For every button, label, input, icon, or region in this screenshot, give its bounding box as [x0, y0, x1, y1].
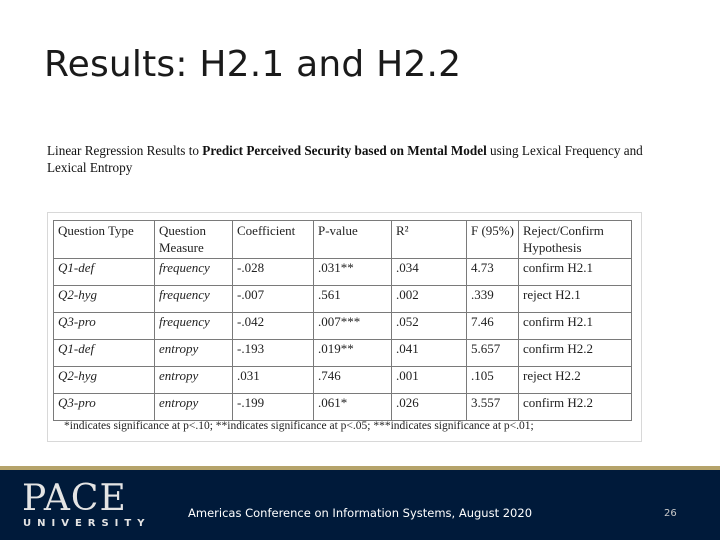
- slide-title: Results: H2.1 and H2.2: [44, 44, 462, 85]
- cell-r-squared: .052: [392, 313, 467, 340]
- cell-f: 3.557: [467, 394, 519, 421]
- conference-text: Americas Conference on Information Systems, August 2020: [188, 506, 533, 520]
- results-table-image: [47, 212, 642, 442]
- cell-question-measure: entropy: [155, 394, 233, 421]
- page-number: 26: [664, 508, 677, 519]
- header-f: F (95%): [467, 221, 519, 259]
- cell-f: .339: [467, 286, 519, 313]
- cell-f: 4.73: [467, 259, 519, 286]
- cell-question-measure: frequency: [155, 313, 233, 340]
- cell-hypothesis-result: confirm H2.1: [519, 259, 632, 286]
- cell-question-measure: frequency: [155, 286, 233, 313]
- cell-coefficient: .031: [233, 367, 314, 394]
- significance-note: *indicates significance at p<.10; **indicates significance at p<.05; ***indicates significance at p<.01;: [64, 420, 534, 432]
- cell-question-type: Q1-def: [54, 340, 155, 367]
- header-question-type: Question Type: [54, 221, 155, 259]
- cell-hypothesis-result: confirm H2.2: [519, 340, 632, 367]
- cell-hypothesis-result: reject H2.1: [519, 286, 632, 313]
- table-caption: [47, 142, 647, 176]
- cell-question-measure: entropy: [155, 340, 233, 367]
- cell-p-value: .019**: [314, 340, 392, 367]
- table-row: [54, 286, 632, 313]
- cell-hypothesis-result: confirm H2.1: [519, 313, 632, 340]
- table-row: [54, 340, 632, 367]
- table-row: [54, 394, 632, 421]
- table-row: [54, 259, 632, 286]
- pace-university-logo: [16, 480, 156, 532]
- cell-coefficient: -.028: [233, 259, 314, 286]
- cell-question-type: Q1-def: [54, 259, 155, 286]
- cell-hypothesis-result: reject H2.2: [519, 367, 632, 394]
- cell-question-type: Q3-pro: [54, 313, 155, 340]
- header-hypothesis: Reject/Confirm Hypothesis: [519, 221, 632, 259]
- cell-coefficient: -.193: [233, 340, 314, 367]
- header-question-measure: Question Measure: [155, 221, 233, 259]
- cell-question-measure: entropy: [155, 367, 233, 394]
- table-row: [54, 313, 632, 340]
- cell-question-type: Q2-hyg: [54, 367, 155, 394]
- cell-hypothesis-result: confirm H2.2: [519, 394, 632, 421]
- header-coefficient: Coefficient: [233, 221, 314, 259]
- logo-wordmark: PACE: [22, 478, 127, 519]
- cell-r-squared: .002: [392, 286, 467, 313]
- cell-f: 7.46: [467, 313, 519, 340]
- header-r-squared: R²: [392, 221, 467, 259]
- footer-bar: [0, 470, 720, 540]
- cell-r-squared: .026: [392, 394, 467, 421]
- cell-f: 5.657: [467, 340, 519, 367]
- logo-subtitle: UNIVERSITY: [23, 518, 151, 529]
- cell-f: .105: [467, 367, 519, 394]
- cell-coefficient: -.042: [233, 313, 314, 340]
- cell-coefficient: -.007: [233, 286, 314, 313]
- table-row: [54, 367, 632, 394]
- results-table: [53, 220, 632, 421]
- cell-question-type: Q3-pro: [54, 394, 155, 421]
- cell-p-value: .746: [314, 367, 392, 394]
- cell-question-measure: frequency: [155, 259, 233, 286]
- caption-suffix: using Lexical Frequency and Lexical Entropy: [47, 143, 643, 175]
- cell-p-value: .031**: [314, 259, 392, 286]
- cell-r-squared: .001: [392, 367, 467, 394]
- cell-r-squared: .034: [392, 259, 467, 286]
- cell-r-squared: .041: [392, 340, 467, 367]
- cell-p-value: .061*: [314, 394, 392, 421]
- caption-bold: Predict Perceived Security based on Mental Model: [202, 143, 487, 158]
- cell-p-value: .007***: [314, 313, 392, 340]
- cell-question-type: Q2-hyg: [54, 286, 155, 313]
- header-p-value: P-value: [314, 221, 392, 259]
- cell-coefficient: -.199: [233, 394, 314, 421]
- cell-p-value: .561: [314, 286, 392, 313]
- caption-prefix: Linear Regression Results to: [47, 143, 203, 158]
- table-header-row: [54, 221, 632, 259]
